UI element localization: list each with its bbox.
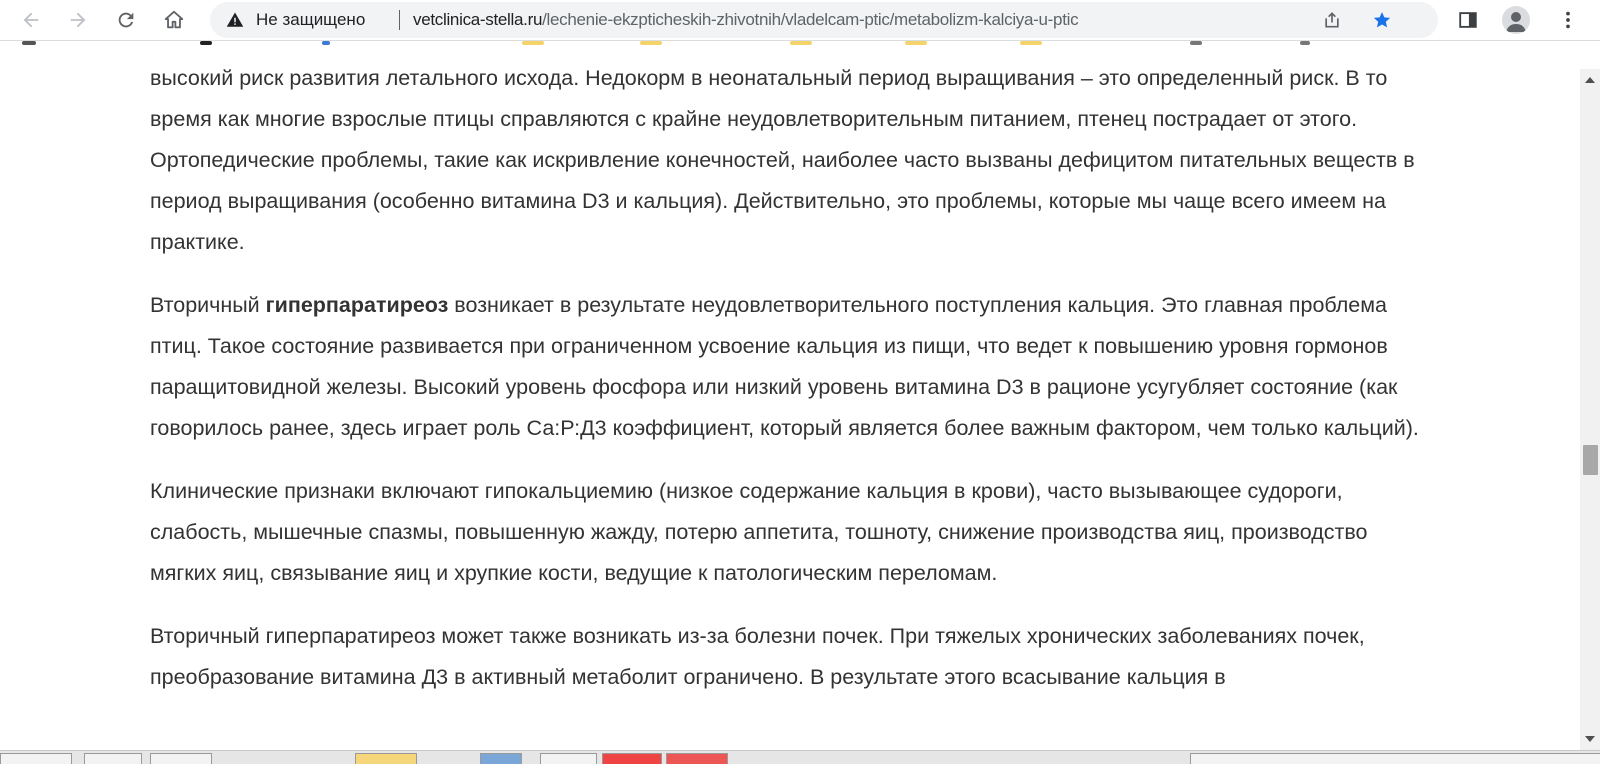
url-domain: vetclinica-stella.ru [413, 10, 543, 29]
reload-icon[interactable] [110, 4, 142, 36]
taskbar-item[interactable] [602, 753, 662, 764]
url-path: /lechenie-ekzpticheskih-zhivotnih/vladelcam-ptic/metabolizm-kalciya-u-ptic [542, 10, 1079, 29]
star-icon[interactable] [1370, 8, 1394, 32]
cutoff-content-strip [0, 41, 1580, 49]
address-bar[interactable] [210, 2, 1438, 38]
paragraph-text: Вторичный [150, 293, 266, 317]
home-icon[interactable] [158, 4, 190, 36]
os-taskbar [0, 750, 1600, 764]
bold-term: гиперпаратиреоз [265, 293, 449, 317]
taskbar-item[interactable] [666, 753, 728, 764]
scroll-up-arrow-icon[interactable] [1585, 77, 1595, 83]
forward-arrow-icon[interactable] [62, 4, 94, 36]
article-body [150, 58, 1430, 720]
url-text[interactable] [413, 11, 1078, 29]
taskbar-item[interactable] [480, 753, 522, 764]
profile-icon[interactable] [1502, 6, 1530, 34]
taskbar-item[interactable] [355, 753, 417, 764]
paragraph: Клинические признаки включают гипокальциемию (низкое содержание кальция в крови), часто вызывающее судороги, слабость, мышечные спазмы, повышенную жажду, потерю аппетита, тошноту, снижение производства яиц, производство мягких яиц, связывание яиц и хрупкие кости, ведущие к патологическим переломам. [150, 479, 1368, 585]
security-label[interactable]: Не защищено [256, 10, 366, 29]
menu-dots-icon[interactable] [1552, 4, 1584, 36]
taskbar-item[interactable] [0, 753, 72, 764]
taskbar-item[interactable] [150, 753, 212, 764]
scroll-down-arrow-icon[interactable] [1585, 736, 1595, 742]
paragraph-text: возникает в результате неудовлетворительного поступления кальция. Это главная проблема птиц. Такое состояние развивается при ограниченном усвоение кальция из пищи, что ведет к повышению уровня гормонов паращитовидной железы. Высокий уровень фосфора или низкий уровень витамина D3 в рационе усугубляет состояние (как говорилось ранее, здесь играет роль Са:Р:Д3 коэффициент, который является более важным фактором, чем только кальций). [150, 293, 1419, 440]
paragraph: Вторичный гиперпаратиреоз может также возникать из-за болезни почек. При тяжелых хронических заболеваниях почек, преобразование витамина Д3 в активный метаболит ограничено. В результате этого всасывание кальция в [150, 624, 1365, 689]
paragraph [150, 285, 1430, 449]
taskbar-item[interactable] [84, 753, 142, 764]
omnibox-separator [399, 10, 400, 30]
warning-icon[interactable] [226, 11, 244, 29]
browser-toolbar [0, 0, 1600, 41]
scrollbar-thumb[interactable] [1583, 445, 1598, 475]
side-panel-icon[interactable] [1452, 4, 1484, 36]
back-arrow-icon[interactable] [15, 4, 47, 36]
paragraph: высокий риск развития летального исхода. Недокорм в неонатальный период выращивания – это определенный риск. В то время как многие взрослые птицы справляются с крайне неудовлетворительным питанием, птенец пострадает от этого. Ортопедические проблемы, такие как искривление конечностей, наиболее часто вызваны дефицитом питательных веществ в период выращивания (особенно витамина D3 и кальция). Действительно, это проблемы, которые мы чаще всего имеем на практике. [150, 66, 1415, 254]
taskbar-item[interactable] [1190, 753, 1600, 764]
share-icon[interactable] [1320, 8, 1344, 32]
vertical-scrollbar[interactable] [1580, 69, 1600, 750]
taskbar-item[interactable] [540, 753, 597, 764]
